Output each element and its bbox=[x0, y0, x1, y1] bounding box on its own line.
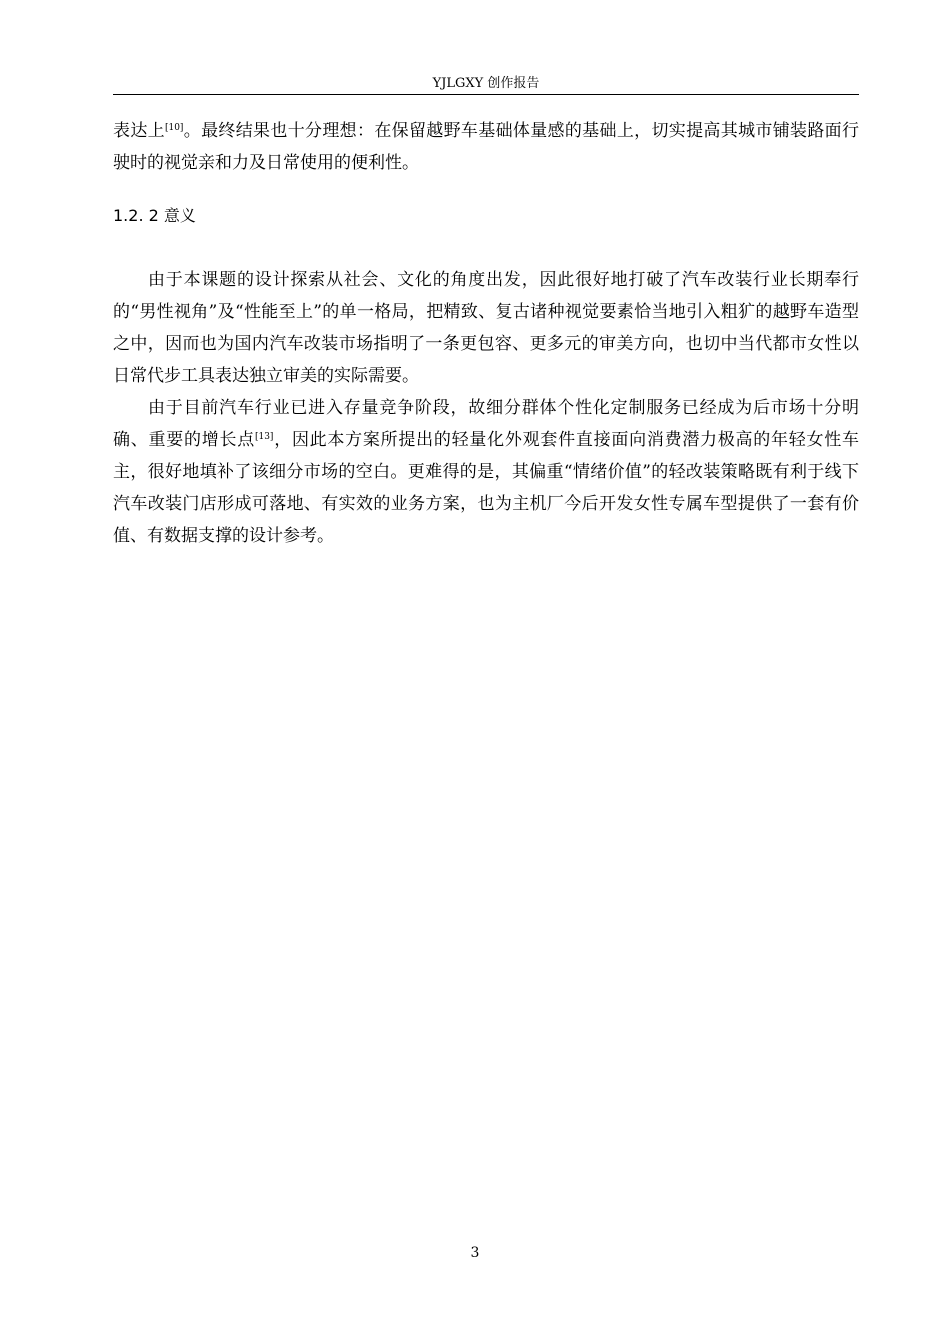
paragraph-significance-social: 由于本课题的设计探索从社会、文化的角度出发，因此很好地打破了汽车改装行业长期奉行的“男性视角”及“性能至上”的单一格局，把精致、复古诸种视觉要素恰当地引入粗犷的越野车造型之中，因而也为国内汽车改装市场指明了一条更包容、更多元的审美方向，也切中当代都市女性以日常代步工具表达独立审美的实际需要。 bbox=[113, 270, 859, 386]
paragraph-text: 表达上 bbox=[113, 121, 165, 141]
header-title: YJLGXY 创作报告 bbox=[432, 76, 540, 91]
paragraph-text: 。最终结果也十分理想：在保留越野车基础体量感的基础上，切实提高其城市铺装路面行驶时的视觉亲和力及日常使用的便利性。 bbox=[113, 121, 860, 173]
paragraph-continuation bbox=[113, 115, 859, 179]
citation-reference: [13] bbox=[254, 432, 274, 442]
page-header bbox=[113, 74, 859, 95]
paragraph-text: 由于目前汽车行业已进入存量竞争阶段，故细分群体个性化定制服务已经成为后市场十分明确、重要的增长点 bbox=[113, 398, 859, 450]
citation-reference: [10] bbox=[164, 123, 184, 133]
paragraph-significance-market bbox=[113, 392, 859, 552]
paragraph-text: ，因此本方案所提出的轻量化外观套件直接面向消费潜力极高的年轻女性车主，很好地填补了该细分市场的空白。更难得的是，其偏重“情绪价值”的轻改装策略既有利于线下汽车改装门店形成可落地、有实效的业务方案，也为主机厂今后开发女性专属车型提供了一套有价值、有数据支撑的设计参考。 bbox=[113, 430, 860, 546]
document-body bbox=[113, 115, 859, 552]
page-number: 3 bbox=[470, 1245, 480, 1261]
section-heading: 1.2. 2 意义 bbox=[113, 206, 196, 225]
